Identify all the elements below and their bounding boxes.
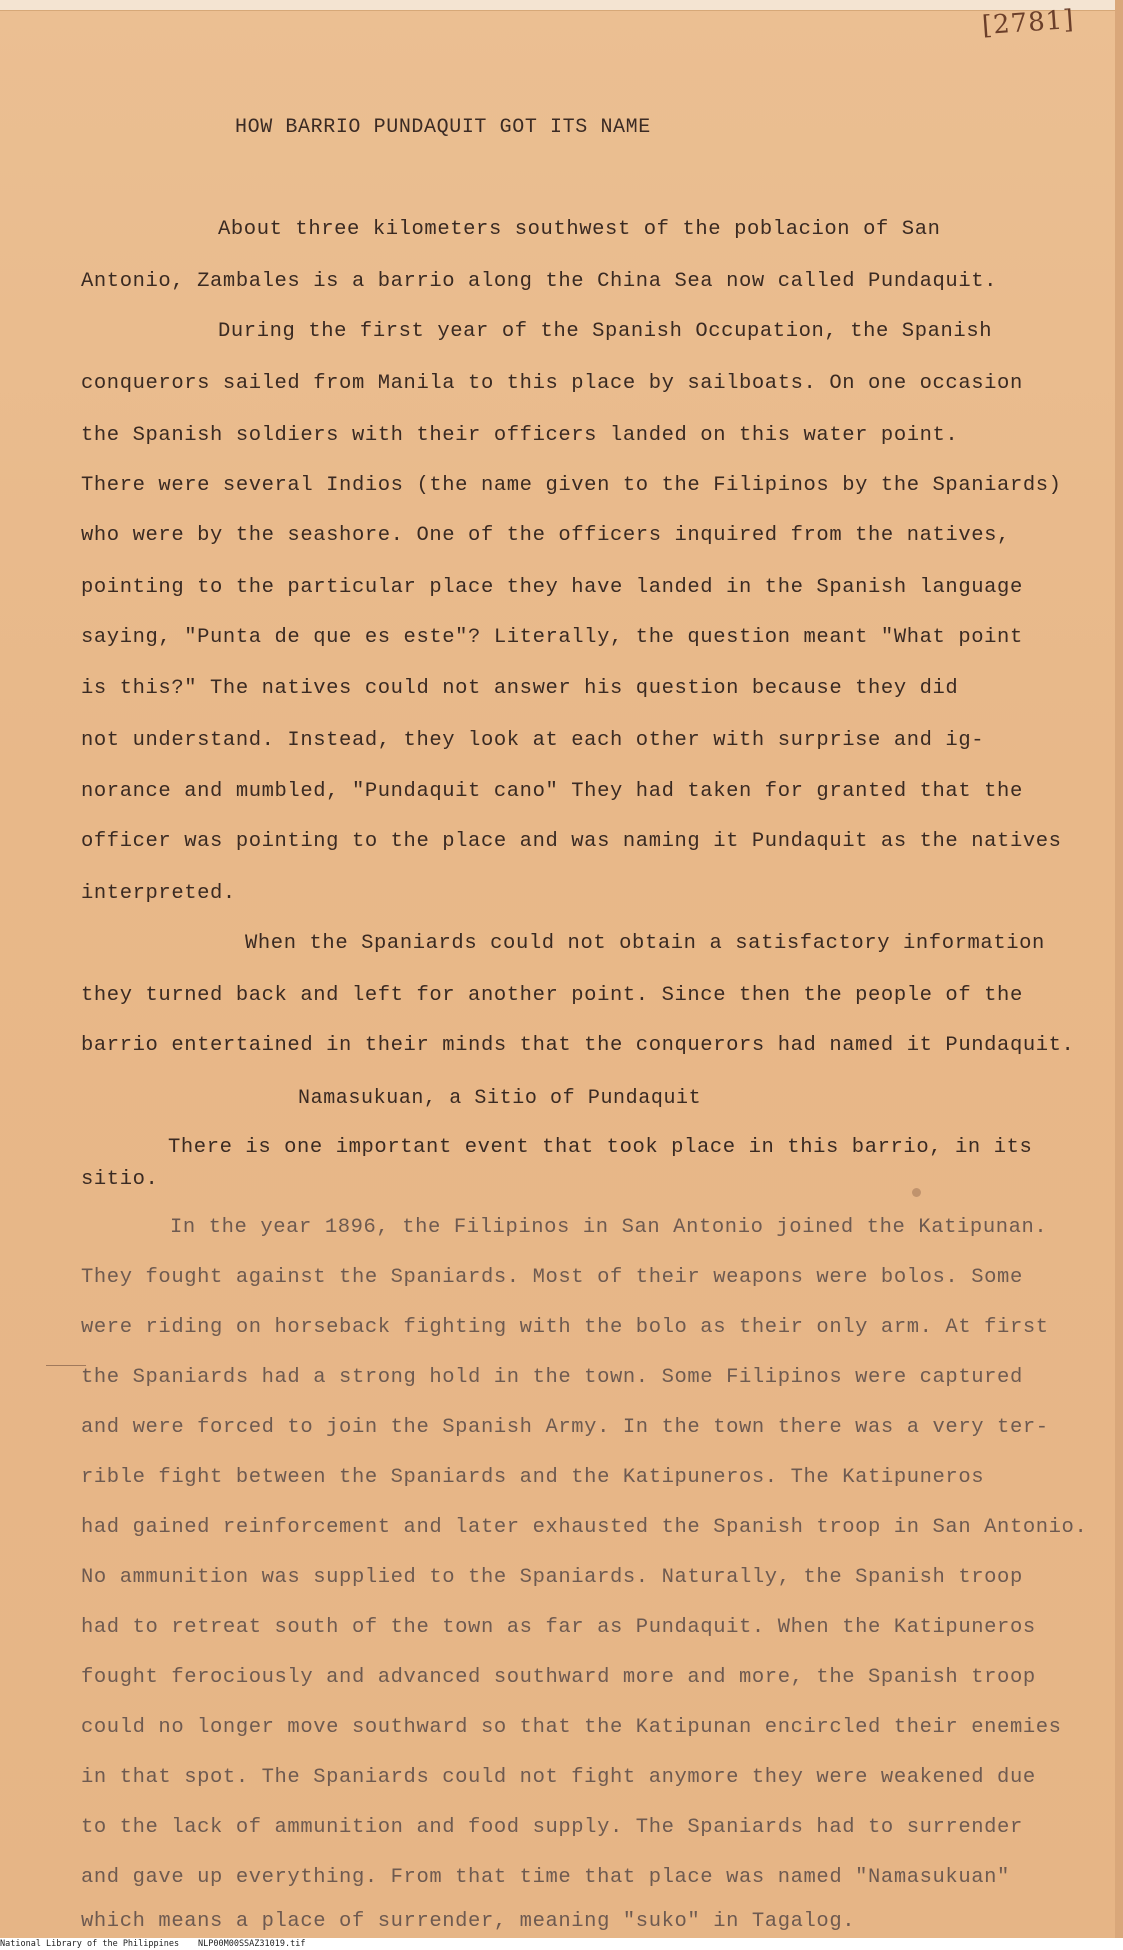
text-line: fought ferociously and advanced southward more and more, the Spanish troop xyxy=(81,1666,1036,1689)
text-line: and were forced to join the Spanish Army. In the town there was a very ter- xyxy=(81,1416,1049,1439)
text-line: saying, "Punta de que es este"? Literally, the question meant "What point xyxy=(81,626,1023,649)
text-line: During the first year of the Spanish Occupation, the Spanish xyxy=(218,320,993,343)
text-line: not understand. Instead, they look at each other with surprise and ig- xyxy=(81,729,985,752)
text-line: they turned back and left for another point. Since then the people of the xyxy=(81,984,1023,1007)
text-line: No ammunition was supplied to the Spaniards. Naturally, the Spanish troop xyxy=(81,1566,1023,1589)
text-line: officer was pointing to the place and was naming it Pundaquit as the natives xyxy=(81,830,1062,853)
text-line: In the year 1896, the Filipinos in San Antonio joined the Katipunan. xyxy=(170,1216,1048,1239)
text-line: They fought against the Spaniards. Most of their weapons were bolos. Some xyxy=(81,1266,1023,1289)
text-line: had gained reinforcement and later exhausted the Spanish troop in San Antonio. xyxy=(81,1516,1088,1539)
text-line: were riding on horseback fighting with the bolo as their only arm. At first xyxy=(81,1316,1049,1339)
text-line: to the lack of ammunition and food supply. The Spaniards had to surrender xyxy=(81,1816,1023,1839)
text-line: in that spot. The Spaniards could not fight anymore they were weakened due xyxy=(81,1766,1036,1789)
text-line: had to retreat south of the town as far as Pundaquit. When the Katipuneros xyxy=(81,1616,1036,1639)
text-line: who were by the seashore. One of the officers inquired from the natives, xyxy=(81,524,1010,547)
text-line: which means a place of surrender, meaning "suko" in Tagalog. xyxy=(81,1910,856,1933)
text-line: is this?" The natives could not answer his question because they did xyxy=(81,677,959,700)
text-line: sitio. xyxy=(81,1168,159,1191)
section-subtitle: Namasukuan, a Sitio of Pundaquit xyxy=(298,1087,702,1110)
text-line: the Spanish soldiers with their officers landed on this water point. xyxy=(81,424,959,447)
text-line: When the Spaniards could not obtain a satisfactory information xyxy=(245,932,1045,955)
text-line: and gave up everything. From that time that place was named "Namasukuan" xyxy=(81,1866,1010,1889)
text-line: norance and mumbled, "Pundaquit cano" They had taken for granted that the xyxy=(81,780,1023,803)
text-line: pointing to the particular place they have landed in the Spanish language xyxy=(81,576,1023,599)
text-line: interpreted. xyxy=(81,882,236,905)
ink-smudge xyxy=(912,1188,921,1197)
text-line: the Spaniards had a strong hold in the town. Some Filipinos were captured xyxy=(81,1366,1023,1389)
page-top-edge xyxy=(0,0,1123,11)
catalog-number: [2781] xyxy=(981,4,1076,42)
document-title: HOW BARRIO PUNDAQUIT GOT ITS NAME xyxy=(235,116,651,139)
text-line: barrio entertained in their minds that the conquerors had named it Pundaquit. xyxy=(81,1034,1075,1057)
footer-library: National Library of the Philippines xyxy=(0,1939,180,1949)
text-line: There were several Indios (the name given to the Filipinos by the Spaniards) xyxy=(81,474,1062,497)
text-line: About three kilometers southwest of the poblacion of San xyxy=(218,218,941,241)
text-line: Antonio, Zambales is a barrio along the China Sea now called Pundaquit. xyxy=(81,270,998,293)
page-right-edge xyxy=(1115,0,1123,1950)
text-line: conquerors sailed from Manila to this place by sailboats. On one occasion xyxy=(81,372,1023,395)
footer-filename: NLP00M00SSAZ31019.tif xyxy=(198,1939,306,1949)
text-line: There is one important event that took place in this barrio, in its xyxy=(168,1136,1033,1159)
text-line: could no longer move southward so that the Katipunan encircled their enemies xyxy=(81,1716,1062,1739)
margin-mark xyxy=(46,1365,86,1366)
text-line: rible fight between the Spaniards and the Katipuneros. The Katipuneros xyxy=(81,1466,985,1489)
